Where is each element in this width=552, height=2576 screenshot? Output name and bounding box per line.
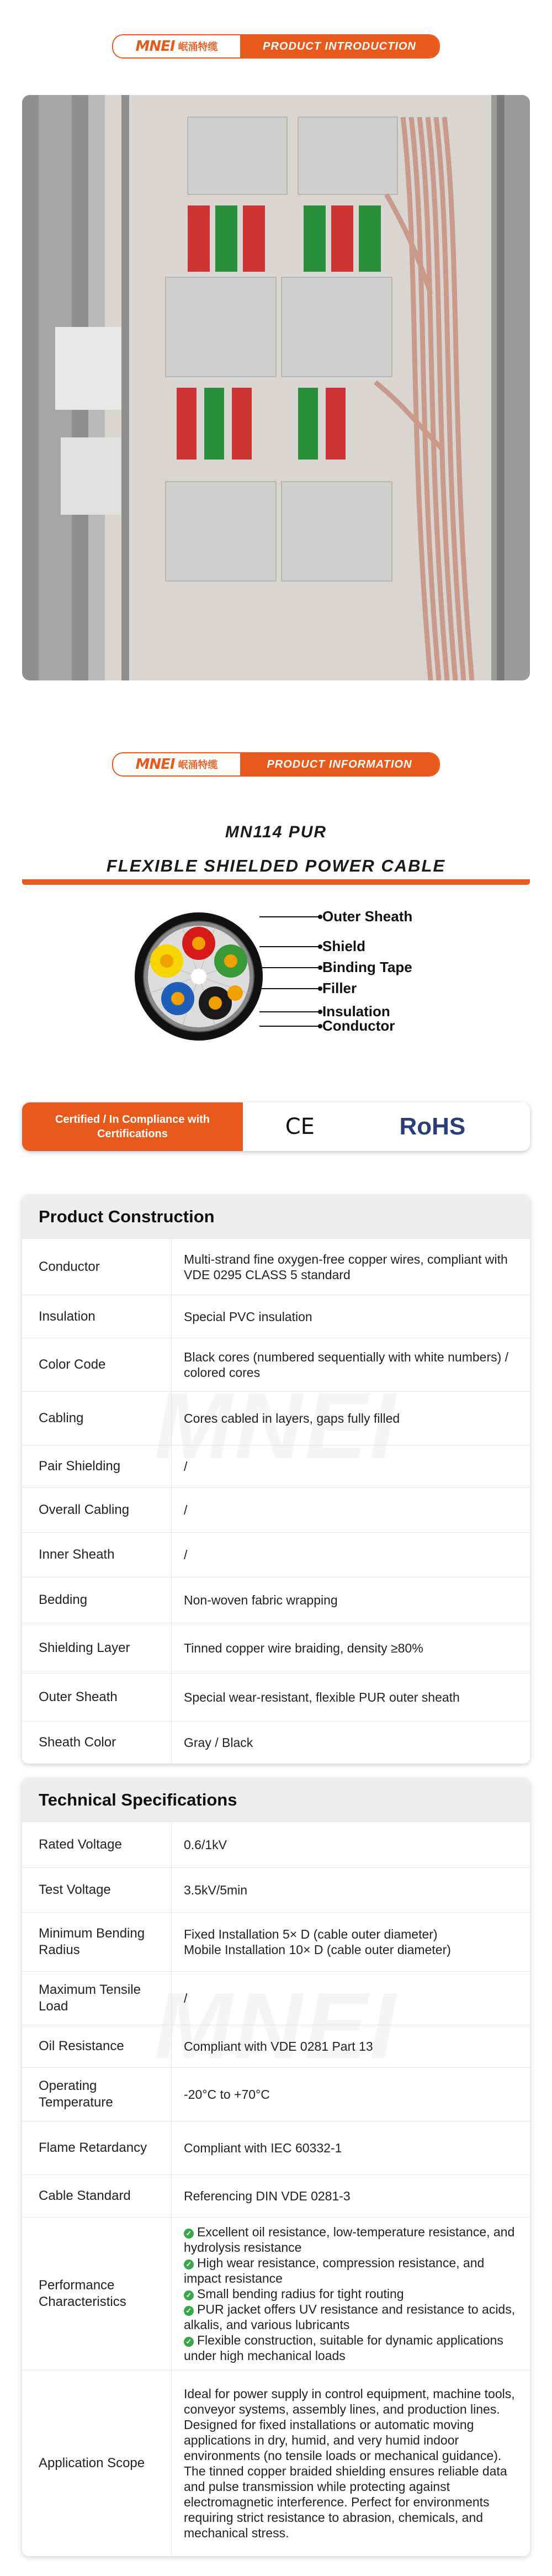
certification-marks xyxy=(243,1102,530,1151)
product-model: MN114 PUR xyxy=(225,823,327,841)
table-row xyxy=(22,2370,530,2556)
bending-radius-mobile: Mobile Installation 10× D (cable outer diameter) xyxy=(184,1942,451,1957)
title-underline xyxy=(22,879,530,885)
cable-leader-lines xyxy=(259,910,326,1043)
row-key: Cable Standard xyxy=(39,2188,131,2203)
rohs-mark: RoHS xyxy=(399,1113,466,1140)
table-row xyxy=(22,2174,530,2217)
label-binding-tape: Binding Tape xyxy=(322,959,412,975)
product-photo xyxy=(22,95,530,680)
row-key: Application Scope xyxy=(39,2456,145,2471)
bending-radius-fixed: Fixed Installation 5× D (cable outer diameter) xyxy=(184,1927,438,1941)
table-row xyxy=(22,1487,530,1532)
table-row xyxy=(22,2025,530,2067)
row-value: Multi-strand fine oxygen-free copper wires, compliant with VDE 0295 CLASS 5 standard xyxy=(171,1239,530,1295)
row-value: 0.6/1kV xyxy=(171,1822,530,1867)
list-item: ✓ Flexible construction, suitable for dynamic applications under high mechanical loads xyxy=(184,2333,503,2363)
table-row xyxy=(22,1577,530,1623)
row-key: Insulation xyxy=(39,1308,95,1324)
row-value: 3.5kV/5min xyxy=(171,1868,530,1912)
banner-title: PRODUCT INTRODUCTION xyxy=(240,35,439,57)
row-key: Maximum Tensile Load xyxy=(39,1982,141,2014)
row-key: Outer Sheath xyxy=(39,1690,118,1704)
row-key: Shielding Layer xyxy=(39,1640,130,1655)
row-key: Cabling xyxy=(39,1411,84,1426)
row-key: Inner Sheath xyxy=(39,1547,115,1562)
check-icon: ✓ xyxy=(184,2260,194,2269)
row-value xyxy=(171,1913,530,1971)
list-item: ✓ Excellent oil resistance, low-temperature resistance, and hydrolysis resistance xyxy=(184,2225,515,2255)
row-key: Oil Resistance xyxy=(39,2039,124,2054)
row-value: Special PVC insulation xyxy=(171,1295,530,1338)
brand-logo xyxy=(113,753,240,775)
row-key: Overall Cabling xyxy=(39,1502,130,1517)
certification-bar xyxy=(22,1102,530,1151)
table-row xyxy=(22,1295,530,1338)
row-value: / xyxy=(171,1972,530,2025)
banner-title: PRODUCT INFORMATION xyxy=(240,753,439,775)
table-row xyxy=(22,2217,530,2370)
table-row xyxy=(22,1532,530,1577)
row-key: Operating Temperature xyxy=(39,2078,113,2110)
row-value: Special wear-resistant, flexible PUR outer sheath xyxy=(171,1674,530,1721)
brand-logo xyxy=(113,35,240,57)
section-banner-info xyxy=(112,752,440,777)
ce-mark: CE xyxy=(285,1114,315,1139)
row-key: Minimum Bending Radius xyxy=(39,1926,145,1957)
row-value: / xyxy=(171,1488,530,1532)
check-icon: ✓ xyxy=(184,2290,194,2300)
table-row xyxy=(22,1391,530,1445)
row-value: Gray / Black xyxy=(171,1722,530,1764)
table-row xyxy=(22,2067,530,2121)
row-key: Conductor xyxy=(39,1259,100,1274)
label-conductor: Conductor xyxy=(322,1017,395,1034)
list-item: ✓ Small bending radius for tight routing xyxy=(184,2286,518,2301)
logo-mark: MNEI xyxy=(135,38,175,55)
row-value: -20°C to +70°C xyxy=(171,2068,530,2121)
row-value: / xyxy=(171,1533,530,1577)
row-key: Test Voltage xyxy=(39,1882,111,1897)
label-outer-sheath: Outer Sheath xyxy=(322,908,413,925)
table-row xyxy=(22,1673,530,1721)
table-row xyxy=(22,1338,530,1391)
construction-table xyxy=(22,1195,530,1764)
specifications-table xyxy=(22,1778,530,2556)
row-value: Non-woven fabric wrapping xyxy=(171,1577,530,1623)
table-row xyxy=(22,2121,530,2174)
label-filler: Filler xyxy=(322,980,357,996)
row-key: Rated Voltage xyxy=(39,1837,122,1852)
check-icon: ✓ xyxy=(184,2306,194,2316)
table-row xyxy=(22,1721,530,1764)
row-key: Color Code xyxy=(39,1357,106,1372)
list-item: ✓ High wear resistance, compression resistance, and impact resistance xyxy=(184,2256,485,2285)
table-row xyxy=(22,1623,530,1673)
row-key: Pair Shielding xyxy=(39,1459,121,1474)
table-row xyxy=(22,1445,530,1487)
cable-cross-section-diagram xyxy=(132,910,265,1043)
row-value: Compliant with IEC 60332-1 xyxy=(171,2121,530,2174)
row-value: Cores cabled in layers, gaps fully filled xyxy=(171,1392,530,1445)
product-name: FLEXIBLE SHIELDED POWER CABLE xyxy=(106,856,446,875)
table-row xyxy=(22,1867,530,1912)
row-value: / xyxy=(171,1445,530,1487)
table-row xyxy=(22,1912,530,1971)
certification-label: Certified / In Compliance with Certifications xyxy=(22,1102,243,1151)
table-row xyxy=(22,1238,530,1295)
row-value: Referencing DIN VDE 0281-3 xyxy=(171,2175,530,2217)
row-key: Performance Characteristics xyxy=(39,2278,126,2309)
check-icon: ✓ xyxy=(184,2229,194,2239)
section-banner-intro xyxy=(112,34,440,59)
label-insulation: Insulation xyxy=(322,1003,390,1020)
performance-list xyxy=(184,2224,518,2363)
row-key: Flame Retardancy xyxy=(39,2140,147,2155)
specifications-table-title: Technical Specifications xyxy=(22,1778,530,1822)
cabinet-photo-illustration xyxy=(22,95,530,680)
row-key: Sheath Color xyxy=(39,1735,116,1750)
construction-table-title: Product Construction xyxy=(22,1195,530,1238)
label-shield: Shield xyxy=(322,938,366,954)
row-value: Compliant with VDE 0281 Part 13 xyxy=(171,2025,530,2067)
logo-mark: MNEI xyxy=(135,756,175,773)
table-row xyxy=(22,1822,530,1867)
row-value: Tinned copper wire braiding, density ≥80% xyxy=(171,1623,530,1673)
list-item: ✓ PUR jacket offers UV resistance and resistance to acids, alkalis, and various lubricants xyxy=(184,2302,516,2332)
table-row xyxy=(22,1971,530,2025)
row-value xyxy=(171,2218,530,2370)
logo-cn: 岷涌特缆 xyxy=(178,759,218,770)
check-icon: ✓ xyxy=(184,2337,194,2347)
row-key: Bedding xyxy=(39,1592,88,1607)
row-value: Ideal for power supply in control equipment, machine tools, conveyor systems, assembly lines, and production lines. Designed for fixed installations or automatic moving applications in dry, humid, and very humid indoor environments (no tensile loads or mechanical guidance). The tinned copper braided shielding ensures reliable data and pulse transmission while protecting against electromagnetic interference. Perfect for environments requiring strict resistance to abrasion, chemicals, and mechanical stress. xyxy=(171,2371,530,2556)
row-value: Black cores (numbered sequentially with white numbers) / colored cores xyxy=(171,1338,530,1391)
logo-cn: 岷涌特缆 xyxy=(178,41,218,52)
